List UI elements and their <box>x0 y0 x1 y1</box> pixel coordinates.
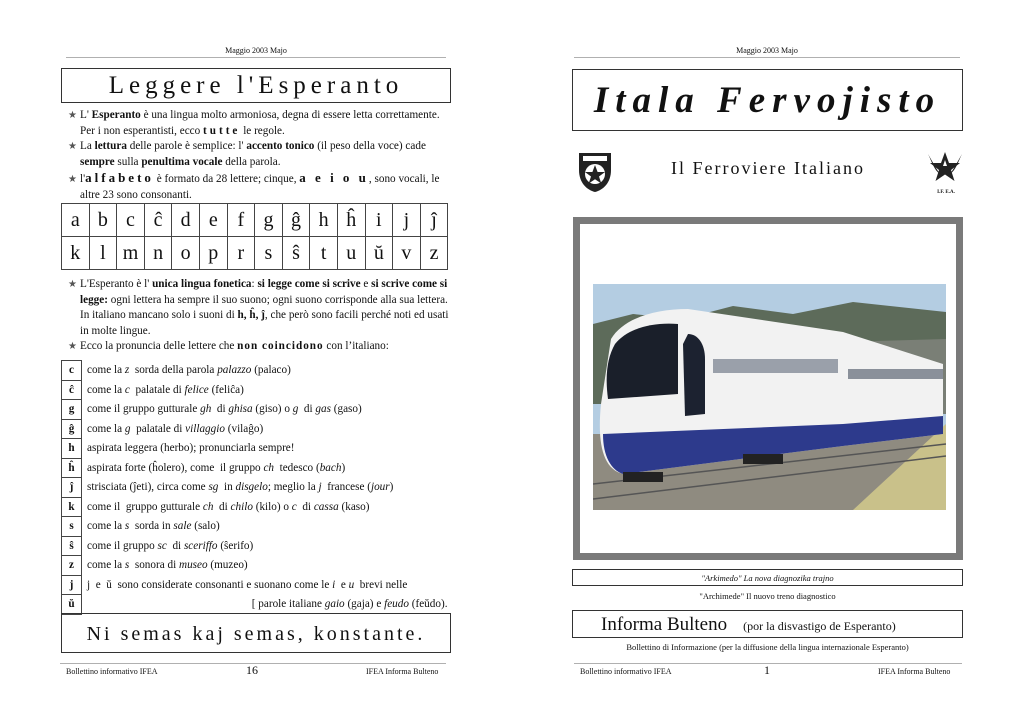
pronunciation-letter: ŭ <box>62 595 82 615</box>
alphabet-letter: d <box>172 204 200 237</box>
pronunciation-letter: ĥ <box>62 458 82 478</box>
ifea-star-logo-icon <box>924 148 966 190</box>
ifea-logo-caption: I.F. E.A. <box>937 190 955 195</box>
pronunciation-letter: s <box>62 517 82 537</box>
pronunciation-row <box>62 361 450 381</box>
pronunciation-row <box>62 380 450 400</box>
alphabet-row <box>62 237 448 270</box>
left-header-rule <box>66 57 446 58</box>
photo-caption-box <box>572 569 963 586</box>
alphabet-letter: t <box>310 237 338 270</box>
alphabet-letter: e <box>199 204 227 237</box>
alphabet-letter: n <box>144 237 172 270</box>
bulletin-title: Informa Bulteno <box>601 614 728 635</box>
pronunciation-letter: h <box>62 439 82 459</box>
pronunciation-row <box>62 497 450 517</box>
alphabet-letter: ŝ <box>282 237 310 270</box>
right-page-header: Maggio 2003 Majo <box>736 46 798 55</box>
right-title: Itala Fervojisto <box>593 80 942 121</box>
alphabet-letter: l <box>89 237 117 270</box>
right-page-number: 1 <box>764 663 770 677</box>
left-footer-right: IFEA Informa Bulteno <box>366 667 439 676</box>
photo-caption-eo: "Arkimedo" La nova diagnozika trajno <box>701 573 834 583</box>
pronunciation-text: j e ŭ sono considerate consonanti e suonano come le i e u brevi nelle <box>87 578 408 591</box>
bullet-lettura: ★ La lettura delle parole è semplice: l' accento tonico (il peso della voce) cade sempre sulla penultima vocale della parola. <box>68 140 426 168</box>
alphabet-letter: s <box>255 237 283 270</box>
alphabet-letter: ĵ <box>420 204 448 237</box>
alphabet-letter: a <box>62 204 90 237</box>
right-subtitle: Il Ferroviere Italiano <box>671 158 865 178</box>
alphabet-row <box>62 204 448 237</box>
alphabet-letter: p <box>199 237 227 270</box>
pronunciation-row <box>62 458 450 478</box>
alphabet-letter: v <box>393 237 421 270</box>
alphabet-letter: h <box>310 204 338 237</box>
pronunciation-text: [ parole italiane gaio (gaja) e feudo (feŭdo). <box>251 598 448 611</box>
train-photo-icon <box>593 284 946 510</box>
motto: Ni semas kaj semas, konstante. <box>86 623 426 645</box>
alphabet-letter: z <box>420 237 448 270</box>
right-title-box <box>572 69 963 131</box>
pronunciation-text: come la g palatale di villaggio (vilaĝo) <box>87 422 264 435</box>
pronunciation-row <box>62 478 450 498</box>
alphabet-letter: ĝ <box>282 204 310 237</box>
pronunciation-letter: g <box>62 400 82 420</box>
phonetic-bullets <box>64 277 450 355</box>
pronunciation-text: aspirata forte (ĥolero), come il gruppo ch tedesco (bach) <box>87 461 346 474</box>
pronunciation-letter: ĉ <box>62 380 82 400</box>
pronunciation-row <box>62 419 450 439</box>
right-header-rule <box>574 57 960 58</box>
alphabet-letter: j <box>393 204 421 237</box>
right-footer-right: IFEA Informa Bulteno <box>878 667 951 676</box>
bullet-esperanto: ★ L' Esperanto è una lingua molto armoniosa, degna di essere letta correttamente. Per i non esperantisti, ecco tutte le regole. <box>68 109 440 137</box>
photo-frame <box>573 217 963 560</box>
pronunciation-row <box>62 595 450 615</box>
pronunciation-text: come la z sorda della parola palazzo (palaco) <box>87 364 291 377</box>
alphabet-letter: o <box>172 237 200 270</box>
pronunciation-text: come la s sonora di museo (muzeo) <box>87 559 248 572</box>
pronunciation-table <box>61 360 450 615</box>
pronunciation-row <box>62 536 450 556</box>
bulletin-subtitle: (por la disvastigo de Esperanto) <box>743 619 896 633</box>
pronunciation-row <box>62 439 450 459</box>
right-footer-left: Bollettino informativo IFEA <box>580 667 672 676</box>
rules-bullets <box>64 108 450 204</box>
pronunciation-letter: ŝ <box>62 536 82 556</box>
alphabet-letter: ĉ <box>144 204 172 237</box>
pronunciation-letter: ĝ <box>62 419 82 439</box>
alphabet-letter: i <box>365 204 393 237</box>
left-page-header: Maggio 2003 Majo <box>225 46 287 55</box>
pronunciation-letter: k <box>62 497 82 517</box>
left-title-box <box>61 68 451 103</box>
photo-caption-it: "Archimede" Il nuovo treno diagnostico <box>699 591 836 601</box>
pronunciation-letter: j <box>62 575 82 595</box>
left-title: Leggere l'Esperanto <box>108 72 404 99</box>
alphabet-letter: u <box>337 237 365 270</box>
star-icon: ★ <box>68 341 77 353</box>
alphabet-letter: g <box>255 204 283 237</box>
star-icon: ★ <box>68 174 77 186</box>
alphabet-letter: m <box>117 237 145 270</box>
pronunciation-text: strisciata (ĵeti), circa come sg in disgelo; meglio la j francese (jour) <box>87 481 394 494</box>
bullet-pronuncia: ★ Ecco la pronuncia delle lettere che non coincidono con l’italiano: <box>64 339 450 355</box>
alphabet-letter: c <box>117 204 145 237</box>
alphabet-letter: f <box>227 204 255 237</box>
pronunciation-letter: z <box>62 556 82 576</box>
pronunciation-row <box>62 400 450 420</box>
pronunciation-text: come la c palatale di felice (feliĉa) <box>87 383 244 396</box>
star-icon: ★ <box>68 279 77 290</box>
alphabet-letter: r <box>227 237 255 270</box>
alphabet-letter: ĥ <box>337 204 365 237</box>
pronunciation-row <box>62 575 450 595</box>
bulletin-line: Bollettino di Informazione (per la diffusione della lingua internazionale Esperanto) <box>626 642 909 652</box>
pronunciation-letter: c <box>62 361 82 381</box>
pronunciation-letter: ĵ <box>62 478 82 498</box>
pronunciation-text: come il gruppo gutturale gh di ghisa (giso) o g di gas (gaso) <box>87 403 362 416</box>
left-page-number: 16 <box>246 663 258 677</box>
star-icon: ★ <box>68 110 77 121</box>
pronunciation-row <box>62 556 450 576</box>
pronunciation-text: aspirata leggera (herbo); pronunciarla sempre! <box>87 442 295 455</box>
pronunciation-text: come la s sorda in sale (salo) <box>87 520 220 533</box>
bulletin-box <box>572 610 963 638</box>
ifef-logo-icon <box>575 150 615 194</box>
pronunciation-row <box>62 517 450 537</box>
pronunciation-text: come il gruppo sc di sceriffo (ŝerifo) <box>87 539 254 552</box>
motto-box <box>61 613 451 653</box>
alphabet-letter: b <box>89 204 117 237</box>
pronunciation-text: come il gruppo gutturale ch di chilo (kilo) o c di cassa (kaso) <box>87 500 370 513</box>
alphabet-letter: k <box>62 237 90 270</box>
bullet-fonetica: ★ L'Esperanto è l' unica lingua fonetica: si legge come si scrive e si scrive come si legge: ogni lettera ha sempre il suo suono; ogni suono corrisponde alla sua lettera. In italiano mancano solo i suoni di h, ĥ, ĵ, che però sono facili perché noti ed usati in molte lingue. <box>68 278 449 337</box>
alphabet-table <box>61 203 448 270</box>
star-icon: ★ <box>68 141 77 153</box>
bullet-alfabeto: ★ l'alfabeto è formato da 28 lettere; cinque, a e i o u, sono vocali, le altre 23 sono consonanti. <box>68 170 440 201</box>
alphabet-letter: ŭ <box>365 237 393 270</box>
left-footer-left: Bollettino informativo IFEA <box>66 667 158 676</box>
